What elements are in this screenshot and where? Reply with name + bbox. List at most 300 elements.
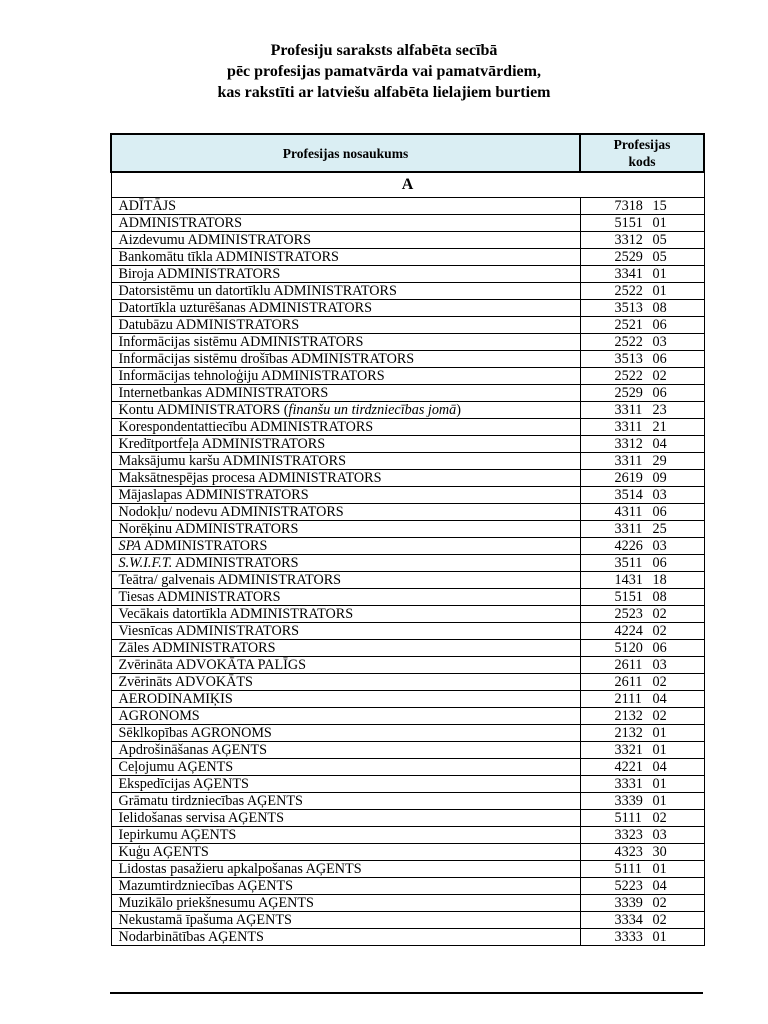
profession-name	[111, 759, 580, 776]
profession-code	[580, 827, 704, 844]
profession-code	[580, 759, 704, 776]
profession-code	[580, 878, 704, 895]
profession-code-wrap	[581, 317, 704, 333]
profession-name-text: Zvērināts ADVOKĀTS	[118, 674, 253, 690]
profession-name	[111, 742, 580, 759]
header-profession-code	[580, 134, 704, 172]
profession-name-text: AERODINAMIĶIS	[118, 691, 233, 707]
profession-name	[111, 487, 580, 504]
profession-code-sub: 01	[652, 742, 667, 758]
profession-name-text: Norēķinu ADMINISTRATORS	[118, 521, 299, 537]
profession-code-sub: 18	[652, 572, 667, 588]
profession-code	[580, 436, 704, 453]
profession-code-main: 5223	[614, 878, 643, 894]
profession-code	[580, 402, 704, 419]
profession-code	[580, 657, 704, 674]
profession-code	[580, 470, 704, 487]
profession-code-wrap	[581, 640, 704, 656]
profession-name	[111, 198, 580, 215]
profession-name-text: Zvērināta ADVOKĀTA PALĪGS	[118, 657, 306, 673]
profession-code-main: 2619	[614, 470, 643, 486]
profession-code	[580, 912, 704, 929]
table-row	[111, 232, 704, 249]
profession-code-main: 3339	[614, 895, 643, 911]
profession-name	[111, 521, 580, 538]
table-row	[111, 351, 704, 368]
profession-code-main: 5111	[614, 810, 642, 826]
profession-code-wrap	[581, 776, 704, 792]
table-row	[111, 589, 704, 606]
profession-code-sub: 01	[652, 929, 667, 945]
profession-name-text: Mājaslapas ADMINISTRATORS	[118, 487, 309, 503]
profession-name	[111, 300, 580, 317]
profession-code-sub: 03	[652, 487, 667, 503]
table-row	[111, 895, 704, 912]
profession-code	[580, 419, 704, 436]
profession-name-text: Teātra/ galvenais ADMINISTRATORS	[118, 572, 342, 588]
profession-code-main: 4226	[614, 538, 643, 554]
profession-code-main: 3341	[614, 266, 643, 282]
profession-code-wrap	[581, 674, 704, 690]
profession-code-wrap	[581, 487, 704, 503]
table-row	[111, 640, 704, 657]
profession-code-sub: 06	[652, 351, 667, 367]
profession-code-wrap	[581, 419, 704, 435]
table-row	[111, 878, 704, 895]
profession-code-sub: 02	[652, 895, 667, 911]
profession-code-main: 4311	[614, 504, 643, 520]
profession-code-main: 3511	[614, 555, 643, 571]
profession-code-main: 2522	[614, 283, 643, 299]
profession-code-wrap	[581, 368, 704, 384]
profession-code-wrap	[581, 521, 704, 537]
profession-code-sub: 01	[652, 776, 667, 792]
profession-code-wrap	[581, 198, 704, 214]
profession-name-text: Informācijas sistēmu drošības ADMINISTRATORS	[118, 351, 415, 367]
profession-code-sub: 03	[652, 334, 667, 350]
profession-code-wrap	[581, 912, 704, 928]
table-row	[111, 912, 704, 929]
profession-code-main: 3334	[614, 912, 643, 928]
profession-code-wrap	[581, 895, 704, 911]
profession-code	[580, 215, 704, 232]
profession-name-text: Informācijas sistēmu ADMINISTRATORS	[118, 334, 364, 350]
profession-name	[111, 878, 580, 895]
table-row	[111, 657, 704, 674]
profession-name-text: Ielidošanas servisa AĢENTS	[118, 810, 284, 826]
profession-code-wrap	[581, 844, 704, 860]
profession-name-text: Kuģu AĢENTS	[118, 844, 209, 860]
profession-code-sub: 01	[652, 793, 667, 809]
profession-name	[111, 572, 580, 589]
profession-code-sub: 25	[652, 521, 667, 537]
profession-name-text: Grāmatu tirdzniecības AĢENTS	[118, 793, 303, 809]
profession-code-main: 5111	[614, 861, 642, 877]
profession-name	[111, 691, 580, 708]
profession-code-main: 4323	[614, 844, 643, 860]
table-row	[111, 793, 704, 810]
profession-code-sub: 06	[652, 640, 667, 656]
profession-name-text: Nodokļu/ nodevu ADMINISTRATORS	[118, 504, 344, 520]
profession-name-text: AGRONOMS	[118, 708, 200, 724]
profession-code-sub: 01	[652, 215, 667, 231]
table-row	[111, 725, 704, 742]
profession-name	[111, 215, 580, 232]
profession-code-wrap	[581, 810, 704, 826]
profession-name-text: Iepirkumu AĢENTS	[118, 827, 237, 843]
document-title	[0, 40, 768, 103]
table-row	[111, 555, 704, 572]
profession-name	[111, 674, 580, 691]
table-row	[111, 844, 704, 861]
profession-name-text: Nekustamā īpašuma AĢENTS	[118, 912, 292, 928]
profession-code	[580, 538, 704, 555]
profession-code-wrap	[581, 878, 704, 894]
profession-name-text: Lidostas pasažieru apkalpošanas AĢENTS	[118, 861, 362, 877]
profession-code-wrap	[581, 334, 704, 350]
profession-code-sub: 01	[652, 283, 667, 299]
profession-code-main: 4221	[614, 759, 643, 775]
profession-name	[111, 810, 580, 827]
table-row	[111, 317, 704, 334]
profession-code-main: 3513	[614, 351, 643, 367]
table-row	[111, 827, 704, 844]
table-row	[111, 266, 704, 283]
table-row	[111, 674, 704, 691]
profession-name	[111, 317, 580, 334]
table-row	[111, 504, 704, 521]
profession-name	[111, 793, 580, 810]
profession-code-sub: 30	[652, 844, 667, 860]
profession-name-text: Datorsistēmu un datortīklu ADMINISTRATORS	[118, 283, 397, 299]
table-row	[111, 810, 704, 827]
profession-code-wrap	[581, 385, 704, 401]
profession-name	[111, 844, 580, 861]
profession-name	[111, 351, 580, 368]
profession-name	[111, 538, 580, 555]
profession-code-sub: 02	[652, 912, 667, 928]
profession-code	[580, 844, 704, 861]
table-row	[111, 368, 704, 385]
profession-code-sub: 29	[652, 453, 667, 469]
profession-name-text: Ceļojumu AĢENTS	[118, 759, 234, 775]
profession-table	[110, 133, 705, 946]
profession-name-text: Informācijas tehnoloģiju ADMINISTRATORS	[118, 368, 385, 384]
profession-name-text: Ekspedīcijas AĢENTS	[118, 776, 249, 792]
profession-code	[580, 929, 704, 946]
profession-code-main: 7318	[614, 198, 643, 214]
profession-name	[111, 640, 580, 657]
profession-code-main: 2111	[614, 691, 642, 707]
profession-name-text: Maksātnespējas procesa ADMINISTRATORS	[118, 470, 382, 486]
profession-name	[111, 895, 580, 912]
profession-name	[111, 657, 580, 674]
profession-code	[580, 487, 704, 504]
profession-code	[580, 232, 704, 249]
profession-code-sub: 01	[652, 861, 667, 877]
profession-code-main: 3323	[614, 827, 643, 843]
profession-code	[580, 708, 704, 725]
table-row	[111, 776, 704, 793]
profession-code-main: 2529	[614, 385, 643, 401]
profession-code-main: 3311	[614, 453, 643, 469]
profession-code-wrap	[581, 589, 704, 605]
profession-code	[580, 674, 704, 691]
table-header-row	[111, 134, 704, 172]
table-row	[111, 606, 704, 623]
profession-code-wrap	[581, 266, 704, 282]
profession-code-sub: 09	[652, 470, 667, 486]
profession-code-wrap	[581, 572, 704, 588]
profession-code-sub: 04	[652, 759, 667, 775]
profession-code-wrap	[581, 538, 704, 554]
profession-code-sub: 02	[652, 674, 667, 690]
profession-code-sub: 01	[652, 725, 667, 741]
profession-code-wrap	[581, 742, 704, 758]
profession-code-wrap	[581, 555, 704, 571]
profession-name-text: Tiesas ADMINISTRATORS	[118, 589, 281, 605]
profession-code	[580, 810, 704, 827]
profession-code	[580, 691, 704, 708]
profession-code	[580, 334, 704, 351]
profession-code-wrap	[581, 283, 704, 299]
profession-code-sub: 06	[652, 504, 667, 520]
profession-name	[111, 453, 580, 470]
profession-name	[111, 385, 580, 402]
profession-code-main: 2523	[614, 606, 643, 622]
profession-code-main: 2132	[614, 708, 643, 724]
profession-code-sub: 03	[652, 657, 667, 673]
profession-code	[580, 351, 704, 368]
table-row	[111, 249, 704, 266]
profession-code	[580, 198, 704, 215]
profession-code	[580, 606, 704, 623]
section-letter: A	[111, 172, 704, 198]
profession-code-wrap	[581, 657, 704, 673]
profession-name-text: Bankomātu tīkla ADMINISTRATORS	[118, 249, 339, 265]
table-row	[111, 521, 704, 538]
profession-code-sub: 06	[652, 317, 667, 333]
profession-code	[580, 283, 704, 300]
table-row	[111, 283, 704, 300]
profession-code-main: 3331	[614, 776, 643, 792]
profession-code-main: 3311	[614, 419, 643, 435]
profession-code-sub: 02	[652, 623, 667, 639]
profession-code-sub: 21	[652, 419, 667, 435]
profession-code-sub: 02	[652, 606, 667, 622]
profession-name-text: Korespondentattiecību ADMINISTRATORS	[118, 419, 374, 435]
profession-name	[111, 623, 580, 640]
profession-code	[580, 895, 704, 912]
profession-name-text: Maksājumu karšu ADMINISTRATORS	[118, 453, 347, 469]
section-letter-row	[111, 172, 704, 198]
profession-code	[580, 300, 704, 317]
profession-code	[580, 776, 704, 793]
profession-name	[111, 402, 580, 419]
table-row	[111, 385, 704, 402]
profession-name	[111, 283, 580, 300]
table-row	[111, 487, 704, 504]
profession-code-sub: 02	[652, 368, 667, 384]
profession-code-wrap	[581, 691, 704, 707]
profession-code-wrap	[581, 623, 704, 639]
profession-name	[111, 419, 580, 436]
profession-name	[111, 912, 580, 929]
profession-code	[580, 385, 704, 402]
profession-name-text: ADĪTĀJS	[118, 198, 177, 214]
profession-code-wrap	[581, 759, 704, 775]
profession-code-sub: 23	[652, 402, 667, 418]
table-body	[111, 172, 704, 946]
profession-code-main: 3333	[614, 929, 643, 945]
profession-code-main: 2529	[614, 249, 643, 265]
profession-code-sub: 03	[652, 827, 667, 843]
table-row	[111, 470, 704, 487]
table-row	[111, 215, 704, 232]
header-profession-name: Profesijas nosaukums	[111, 134, 580, 172]
profession-code	[580, 249, 704, 266]
profession-code-wrap	[581, 215, 704, 231]
profession-code-main: 3312	[614, 232, 643, 248]
profession-name	[111, 776, 580, 793]
profession-code-wrap	[581, 351, 704, 367]
profession-code	[580, 368, 704, 385]
profession-name	[111, 232, 580, 249]
profession-code-main: 5120	[614, 640, 643, 656]
profession-name	[111, 266, 580, 283]
profession-code-wrap	[581, 725, 704, 741]
profession-name	[111, 470, 580, 487]
profession-code-main: 3311	[614, 521, 643, 537]
profession-name-note: finanšu un tirdzniecības jomā	[288, 402, 457, 418]
profession-code-sub: 04	[652, 691, 667, 707]
profession-code-sub: 02	[652, 810, 667, 826]
table-row	[111, 436, 704, 453]
profession-code-sub: 02	[652, 708, 667, 724]
profession-code-main: 4224	[614, 623, 643, 639]
profession-code-wrap	[581, 436, 704, 452]
profession-code-wrap	[581, 606, 704, 622]
profession-name-text: Internetbankas ADMINISTRATORS	[118, 385, 329, 401]
profession-name-text: Kontu ADMINISTRATORS (	[118, 402, 289, 418]
profession-code-wrap	[581, 861, 704, 877]
profession-code	[580, 589, 704, 606]
profession-code-wrap	[581, 708, 704, 724]
profession-code	[580, 640, 704, 657]
profession-code-sub: 05	[652, 232, 667, 248]
profession-code-sub: 05	[652, 249, 667, 265]
profession-code-sub: 04	[652, 436, 667, 452]
profession-code	[580, 504, 704, 521]
profession-code-main: 2611	[614, 674, 643, 690]
profession-code-main: 3514	[614, 487, 643, 503]
profession-name	[111, 725, 580, 742]
profession-code-sub: 04	[652, 878, 667, 894]
profession-name	[111, 555, 580, 572]
profession-name-text: Sēklkopības AGRONOMS	[118, 725, 272, 741]
profession-name-text: Mazumtirdzniecības AĢENTS	[118, 878, 294, 894]
profession-name-text: ADMINISTRATORS	[118, 215, 243, 231]
profession-name	[111, 589, 580, 606]
profession-name-text: Aizdevumu ADMINISTRATORS	[118, 232, 311, 248]
table-row	[111, 708, 704, 725]
profession-code-main: 3321	[614, 742, 643, 758]
profession-code	[580, 521, 704, 538]
profession-name-italic: SPA	[118, 538, 142, 554]
profession-code	[580, 725, 704, 742]
profession-name-italic: S.W.I.F.T.	[118, 555, 173, 571]
profession-code-main: 2522	[614, 368, 643, 384]
table-row	[111, 419, 704, 436]
profession-code	[580, 861, 704, 878]
profession-code-main: 5151	[614, 589, 643, 605]
profession-code	[580, 742, 704, 759]
table-row	[111, 572, 704, 589]
profession-code-wrap	[581, 793, 704, 809]
profession-code	[580, 623, 704, 640]
profession-code-main: 3311	[614, 402, 643, 418]
profession-code-wrap	[581, 402, 704, 418]
profession-name-text: Zāles ADMINISTRATORS	[118, 640, 276, 656]
footer-divider	[110, 992, 703, 994]
profession-name	[111, 504, 580, 521]
profession-code-sub: 01	[652, 266, 667, 282]
title-line-2: pēc profesijas pamatvārda vai pamatvārdiem,	[227, 63, 541, 80]
profession-code-main: 3339	[614, 793, 643, 809]
header-code-line-2: kods	[628, 154, 656, 169]
profession-name	[111, 708, 580, 725]
profession-name-text: Viesnīcas ADMINISTRATORS	[118, 623, 300, 639]
profession-code	[580, 572, 704, 589]
profession-code-sub: 06	[652, 555, 667, 571]
profession-name	[111, 861, 580, 878]
profession-code-sub: 08	[652, 589, 667, 605]
profession-code-wrap	[581, 504, 704, 520]
table-row	[111, 623, 704, 640]
profession-name	[111, 606, 580, 623]
title-line-1: Profesiju saraksts alfabēta secībā	[270, 42, 498, 59]
profession-code-main: 3513	[614, 300, 643, 316]
profession-name-tail: )	[456, 402, 462, 418]
profession-name-text: Biroja ADMINISTRATORS	[118, 266, 281, 282]
table-row	[111, 453, 704, 470]
profession-code	[580, 793, 704, 810]
profession-name-text: Vecākais datortīkla ADMINISTRATORS	[118, 606, 354, 622]
profession-name	[111, 436, 580, 453]
profession-name	[111, 249, 580, 266]
profession-code-wrap	[581, 929, 704, 945]
table-row	[111, 300, 704, 317]
profession-code-main: 2521	[614, 317, 643, 333]
profession-code-main: 3312	[614, 436, 643, 452]
profession-code-main: 2611	[614, 657, 643, 673]
table-row	[111, 402, 704, 419]
profession-name	[111, 827, 580, 844]
profession-name-text: Muzikālo priekšnesumu AĢENTS	[118, 895, 314, 911]
profession-name-text: Apdrošināšanas AĢENTS	[118, 742, 268, 758]
profession-code	[580, 266, 704, 283]
profession-code-main: 1431	[614, 572, 643, 588]
profession-code-main: 2522	[614, 334, 643, 350]
profession-code-wrap	[581, 249, 704, 265]
profession-code-wrap	[581, 470, 704, 486]
title-line-3: kas rakstīti ar latviešu alfabēta lielajiem burtiem	[217, 84, 551, 101]
profession-name-text: Datortīkla uzturēšanas ADMINISTRATORS	[118, 300, 373, 316]
profession-name	[111, 929, 580, 946]
profession-name-text: ADMINISTRATORS	[141, 538, 268, 554]
table-row	[111, 861, 704, 878]
profession-name-text: Datubāzu ADMINISTRATORS	[118, 317, 300, 333]
